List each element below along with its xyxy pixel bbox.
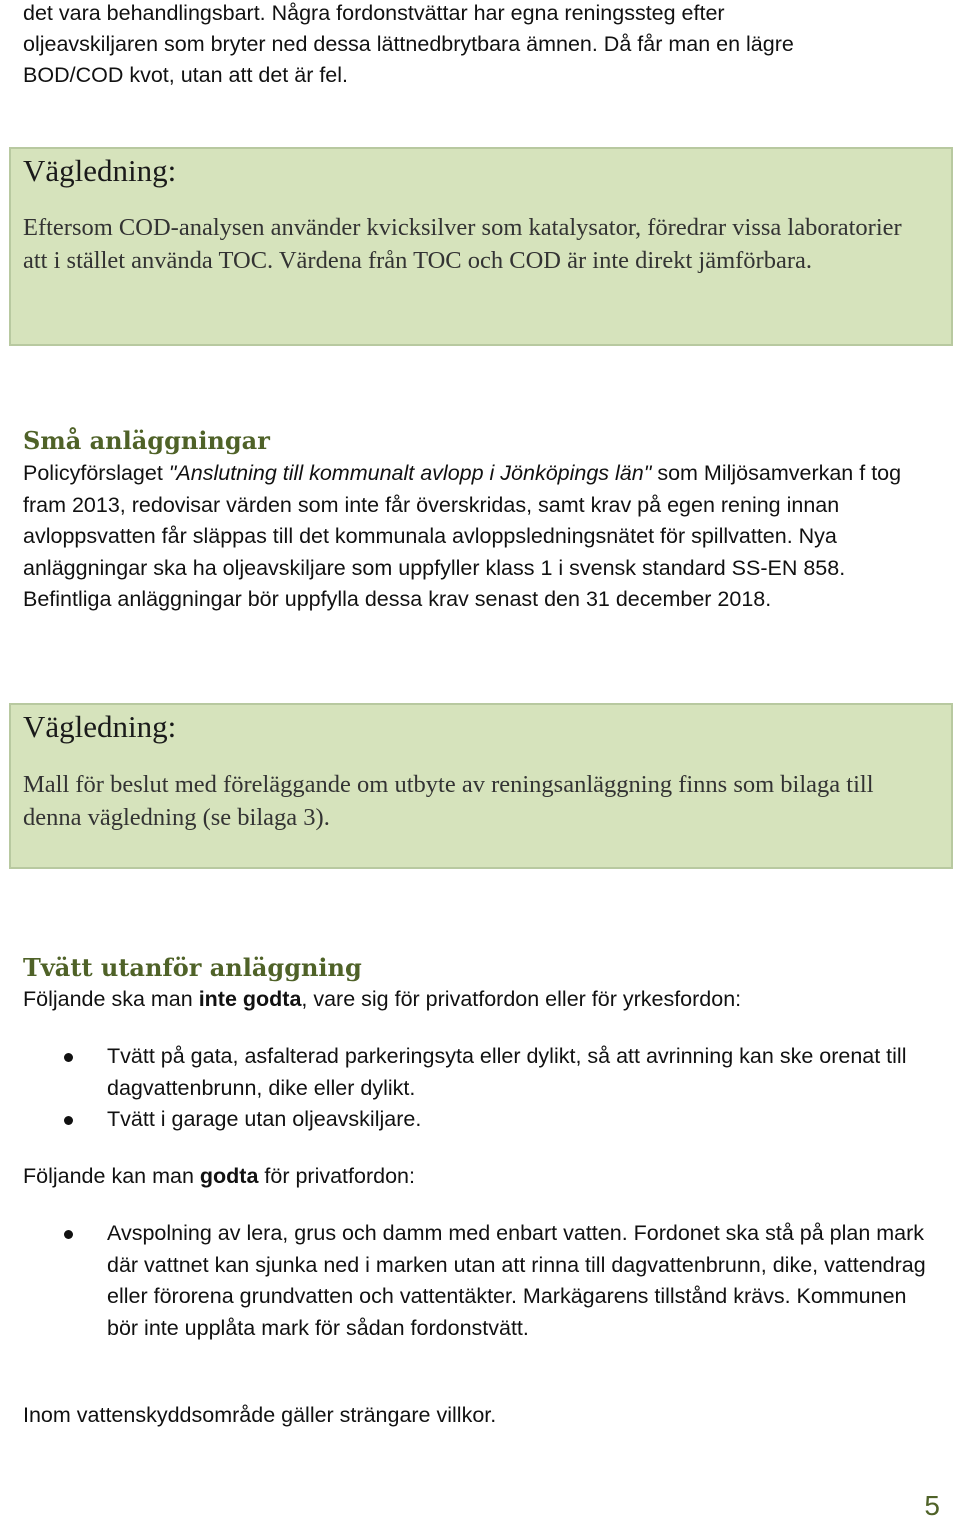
accept-emphasis: godta (199, 1164, 259, 1188)
list-item-text: Avspolning av lera, grus och damm med enbart vatten. Fordonet ska stå på plan mark där vattnet kan sjunka ned i marken utan att rinna till dagvattenbrunn, dike, vattendrag eller förorena grundvatten och vattentäkter. Markägarens tillstånd krävs. Kommunen bör inte upplåta mark för sådan fordonstvätt. (107, 1221, 926, 1340)
accept-list (0, 1218, 960, 1344)
intro-line-3: BOD/COD kvot, utan att det är fel. (23, 63, 349, 87)
guidance-text: Eftersom COD-analysen använder kvicksilver som katalysator, föredrar vissa laboratorier att i stället använda TOC. Värdena från TOC och COD är inte direkt jämförbara. (23, 214, 902, 274)
policy-body-text: som Miljösamverkan f tog fram 2013, redovisar värden som inte får överskridas, samt krav på egen rening innan avloppsvatten får släppas till det kommunala avloppsledningsnätet för spillvatten. Nya anläggningar ska ha oljeavskiljare som uppfyller klass 1 i svensk standard SS-EN 858. Befintliga anläggningar bör uppfylla dessa krav senast den 31 december 2018. (23, 461, 902, 611)
accept-intro (23, 1161, 938, 1193)
guidance-title: Vägledning: (23, 709, 177, 744)
policy-intro-text: Policyförslaget (23, 461, 169, 485)
guidance-box-1 (9, 147, 953, 346)
guidance-box-2 (9, 703, 953, 869)
intro-line-2: oljeavskiljaren som bryter ned dessa lättnedbrytbara ämnen. Då får man en lägre (23, 32, 794, 56)
intro-line-1: det vara behandlingsbart. Några fordonstvättar har egna reningssteg efter (23, 1, 725, 25)
page-number: 5 (924, 1490, 940, 1521)
small-facilities-paragraph (23, 458, 938, 616)
not-accept-pre: Följande ska man (23, 987, 199, 1011)
list-item (0, 1218, 937, 1344)
guidance-title: Vägledning: (23, 153, 177, 188)
bullet-icon (64, 1053, 73, 1062)
bullet-icon (64, 1230, 73, 1239)
not-accept-post: , vare sig för privatfordon eller för yrkesfordon: (301, 987, 742, 1011)
accept-pre: Följande kan man (23, 1164, 200, 1188)
list-item (0, 1104, 937, 1136)
not-accept-list (0, 1041, 960, 1136)
section-heading-small-facilities: Små anläggningar (23, 426, 270, 455)
closing-sentence: Inom vattenskyddsområde gäller strängare villkor. (23, 1403, 497, 1427)
bullet-icon (64, 1116, 73, 1125)
list-item-text: Tvätt på gata, asfalterad parkeringsyta eller dylikt, så att avrinning kan ske orenat till dagvattenbrunn, dike eller dylikt. (107, 1044, 907, 1100)
list-item-text: Tvätt i garage utan oljeavskiljare. (107, 1107, 422, 1131)
section-heading-outside-wash: Tvätt utanför anläggning (23, 953, 362, 982)
policy-title: "Anslutning till kommunalt avlopp i Jönköpings län" (168, 461, 652, 485)
accept-post: för privatfordon: (258, 1164, 415, 1188)
guidance-text: Mall för beslut med föreläggande om utbyte av reningsanläggning finns som bilaga till denna vägledning (se bilaga 3). (23, 771, 874, 831)
list-item (0, 1041, 937, 1104)
not-accept-intro (23, 984, 938, 1016)
not-accept-emphasis: inte godta (198, 987, 302, 1011)
